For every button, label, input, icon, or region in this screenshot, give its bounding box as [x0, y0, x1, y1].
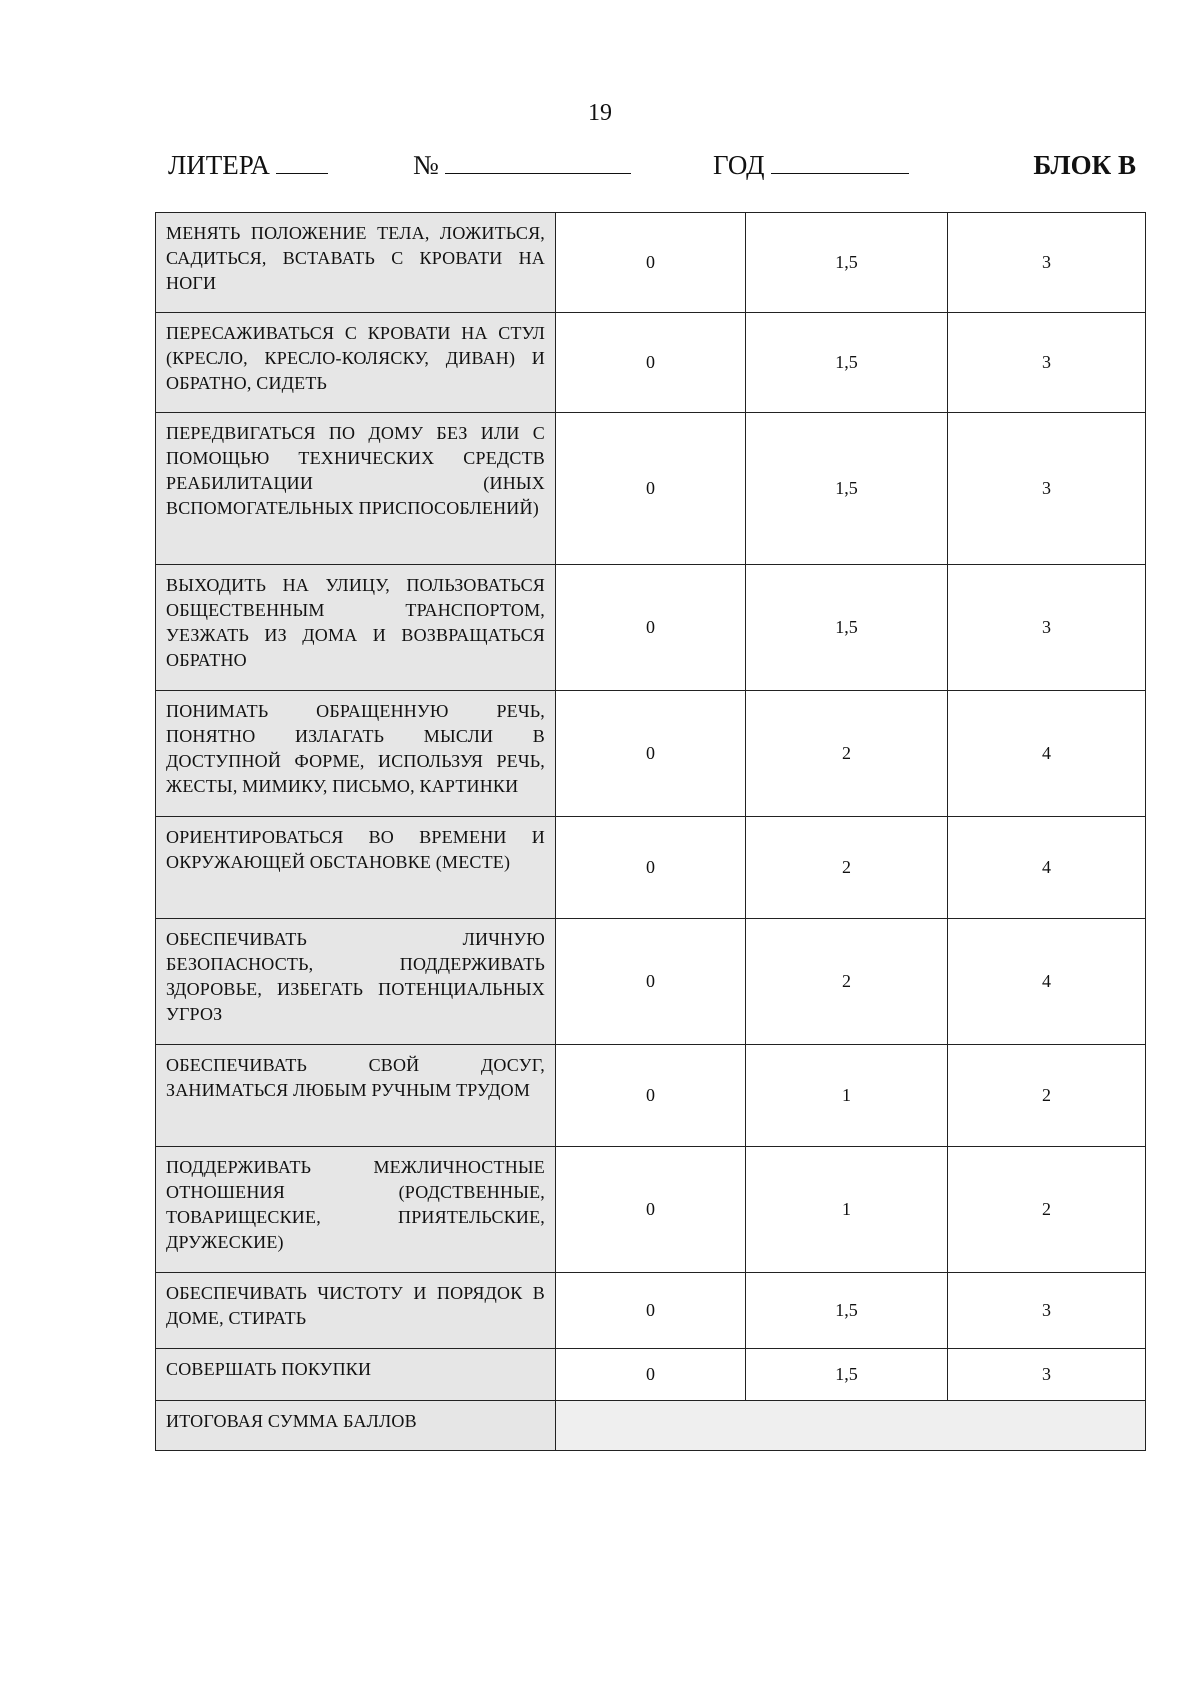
score-cell[interactable]: 4	[948, 817, 1146, 919]
score-cell[interactable]: 0	[556, 1045, 746, 1147]
score-cell[interactable]: 3	[948, 213, 1146, 313]
page-number: 19	[588, 100, 612, 126]
score-cell[interactable]: 0	[556, 691, 746, 817]
score-cell[interactable]: 1	[746, 1147, 948, 1273]
score-cell[interactable]: 3	[948, 413, 1146, 565]
table-row	[156, 565, 1146, 691]
score-cell[interactable]: 2	[948, 1045, 1146, 1147]
score-cell[interactable]: 2	[948, 1147, 1146, 1273]
score-cell[interactable]: 1,5	[746, 413, 948, 565]
table-row	[156, 413, 1146, 565]
table-row	[156, 817, 1146, 919]
score-cell[interactable]: 4	[948, 919, 1146, 1045]
score-cell[interactable]: 1,5	[746, 1349, 948, 1401]
table-row	[156, 213, 1146, 313]
block-label: БЛОК В	[1033, 150, 1136, 180]
score-cell[interactable]: 0	[556, 919, 746, 1045]
form-header	[168, 150, 1136, 190]
table-row	[156, 313, 1146, 413]
score-cell[interactable]: 2	[746, 817, 948, 919]
row-label: ОРИЕНТИРОВАТЬСЯ ВО ВРЕМЕНИ И ОКРУЖАЮЩЕЙ ОБСТАНОВКЕ (МЕСТЕ)	[156, 817, 556, 919]
number-blank[interactable]	[445, 172, 631, 174]
score-cell[interactable]: 2	[746, 919, 948, 1045]
litera-field	[168, 150, 328, 181]
score-cell[interactable]: 1,5	[746, 313, 948, 413]
total-value-cell[interactable]	[556, 1401, 1146, 1451]
year-label: ГОД	[713, 150, 765, 180]
litera-label: ЛИТЕРА	[168, 150, 270, 180]
row-label: ОБЕСПЕЧИВАТЬ ЛИЧНУЮ БЕЗОПАСНОСТЬ, ПОДДЕРЖИВАТЬ ЗДОРОВЬЕ, ИЗБЕГАТЬ ПОТЕНЦИАЛЬНЫХ УГРОЗ	[156, 919, 556, 1045]
score-cell[interactable]: 3	[948, 565, 1146, 691]
score-cell[interactable]: 4	[948, 691, 1146, 817]
score-cell[interactable]: 3	[948, 313, 1146, 413]
row-label: ПОНИМАТЬ ОБРАЩЕННУЮ РЕЧЬ, ПОНЯТНО ИЗЛАГАТЬ МЫСЛИ В ДОСТУПНОЙ ФОРМЕ, ИСПОЛЬЗУЯ РЕЧЬ, ЖЕСТЫ, МИМИКУ, ПИСЬМО, КАРТИНКИ	[156, 691, 556, 817]
row-label: МЕНЯТЬ ПОЛОЖЕНИЕ ТЕЛА, ЛОЖИТЬСЯ, САДИТЬСЯ, ВСТАВАТЬ С КРОВАТИ НА НОГИ	[156, 213, 556, 313]
year-blank[interactable]	[771, 172, 909, 174]
row-label: ВЫХОДИТЬ НА УЛИЦУ, ПОЛЬЗОВАТЬСЯ ОБЩЕСТВЕННЫМ ТРАНСПОРТОМ, УЕЗЖАТЬ ИЗ ДОМА И ВОЗВРАЩАТЬСЯ ОБРАТНО	[156, 565, 556, 691]
row-label: СОВЕРШАТЬ ПОКУПКИ	[156, 1349, 556, 1401]
score-cell[interactable]: 0	[556, 413, 746, 565]
table-row	[156, 1349, 1146, 1401]
row-label: ОБЕСПЕЧИВАТЬ СВОЙ ДОСУГ, ЗАНИМАТЬСЯ ЛЮБЫМ РУЧНЫМ ТРУДОМ	[156, 1045, 556, 1147]
score-cell[interactable]: 0	[556, 1349, 746, 1401]
score-cell[interactable]: 0	[556, 817, 746, 919]
litera-blank[interactable]	[276, 172, 328, 174]
score-cell[interactable]: 0	[556, 1147, 746, 1273]
score-cell[interactable]: 1	[746, 1045, 948, 1147]
table-row	[156, 1045, 1146, 1147]
row-label: ПОДДЕРЖИВАТЬ МЕЖЛИЧНОСТНЫЕ ОТНОШЕНИЯ (РОДСТВЕННЫЕ, ТОВАРИЩЕСКИЕ, ПРИЯТЕЛЬСКИЕ, ДРУЖЕСКИЕ)	[156, 1147, 556, 1273]
table-row	[156, 1147, 1146, 1273]
year-field	[713, 150, 909, 181]
row-label: ПЕРЕДВИГАТЬСЯ ПО ДОМУ БЕЗ ИЛИ С ПОМОЩЬЮ ТЕХНИЧЕСКИХ СРЕДСТВ РЕАБИЛИТАЦИИ (ИНЫХ ВСПОМОГАТЕЛЬНЫХ ПРИСПОСОБЛЕНИЙ)	[156, 413, 556, 565]
score-cell[interactable]: 1,5	[746, 213, 948, 313]
score-cell[interactable]: 1,5	[746, 565, 948, 691]
table-row	[156, 691, 1146, 817]
score-cell[interactable]: 0	[556, 1273, 746, 1349]
number-label: №	[413, 150, 439, 180]
row-label: ОБЕСПЕЧИВАТЬ ЧИСТОТУ И ПОРЯДОК В ДОМЕ, СТИРАТЬ	[156, 1273, 556, 1349]
score-cell[interactable]: 2	[746, 691, 948, 817]
row-label: ПЕРЕСАЖИВАТЬСЯ С КРОВАТИ НА СТУЛ (КРЕСЛО, КРЕСЛО-КОЛЯСКУ, ДИВАН) И ОБРАТНО, СИДЕТЬ	[156, 313, 556, 413]
number-field	[413, 150, 631, 181]
assessment-table	[155, 212, 1146, 1451]
score-cell[interactable]: 3	[948, 1273, 1146, 1349]
total-row	[156, 1401, 1146, 1451]
score-cell[interactable]: 1,5	[746, 1273, 948, 1349]
score-cell[interactable]: 0	[556, 213, 746, 313]
score-cell[interactable]: 0	[556, 313, 746, 413]
total-label: ИТОГОВАЯ СУММА БАЛЛОВ	[156, 1401, 556, 1451]
score-cell[interactable]: 0	[556, 565, 746, 691]
table-row	[156, 1273, 1146, 1349]
table-row	[156, 919, 1146, 1045]
score-cell[interactable]: 3	[948, 1349, 1146, 1401]
